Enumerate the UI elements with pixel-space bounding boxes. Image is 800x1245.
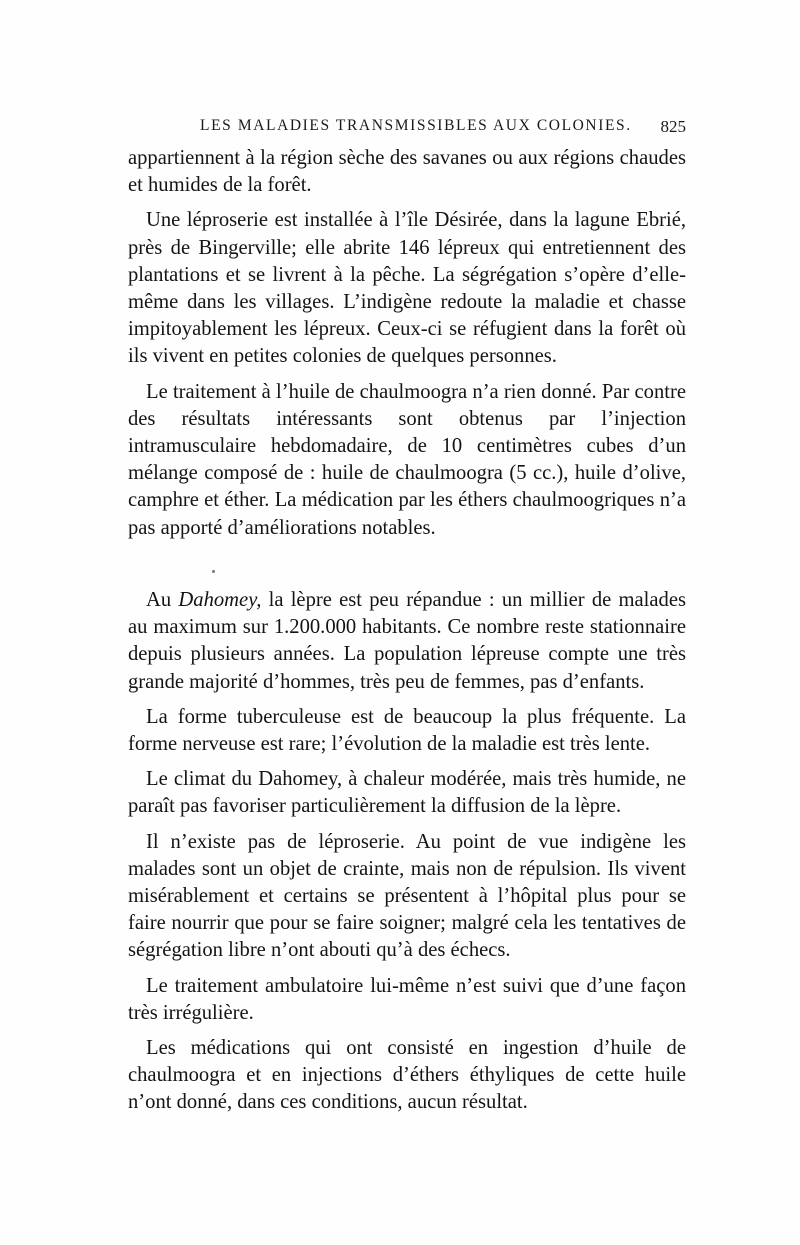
page-number: 825 (660, 117, 686, 136)
paragraph-forme: La forme tuberculeuse est de beaucoup la plus fréquente. La forme nerveuse est rare; l’évolution de la maladie est très lente. (128, 705, 686, 756)
paragraph-climat: Le climat du Dahomey, à chaleur modérée, mais très humide, ne paraît pas favoriser particulièrement la diffusion de la lèpre. (128, 768, 686, 818)
running-title: LES MALADIES TRANSMISSIBLES AUX COLONIES. (200, 117, 632, 134)
section-dahomey (128, 587, 686, 1125)
paragraph-leproserie: Une léproserie est installée à l’île Désirée, dans la lagune Ebrié, près de Bingerville; elle abrite 146 lépreux qui entretiennent des plantations et se livrent à la pêche. La ségrégation s’opère d’elle-même dans les villages. L’indigène redoute la maladie et chasse impitoyablement les lépreux. Ceux-ci se réfugient dans la forêt où ils vivent en petites colonies de quelques personnes. (128, 209, 686, 368)
paragraph-medications: Les médications qui ont consisté en ingestion d’huile de chaulmoogra et en injections d’éthers éthyliques de cette huile n’ont donné, dans ces conditions, aucun résultat. (128, 1037, 686, 1114)
country-name: Dahomey, (178, 589, 262, 611)
paragraph-ambulatoire: Le traitement ambulatoire lui-même n’est suivi que d’une façon très irrégulière. (128, 974, 686, 1024)
running-head (128, 117, 686, 141)
lead-prefix: Au (146, 589, 179, 611)
paragraph-continuation: appartiennent à la région sèche des savanes ou aux régions chaudes et humides de la forêt. (128, 147, 686, 197)
intro-text: la lèpre est peu répandue : un millier de malades au maximum sur 1.200.000 habitants. Ce nombre reste stationnaire depuis plusieurs années. La population lépreuse compte une très grande majorité d’hommes, très peu de femmes, pas d’enfants. (128, 589, 686, 693)
paragraph-traitement: Le traitement à l’huile de chaulmoogra n’a rien donné. Par contre des résultats intéressants sont obtenus par l’injection intramusculaire hebdomadaire, de 10 centimètres cubes d’un mélange composé de : huile de chaulmoogra (5 cc.), huile d’olive, camphre et éther. La médication par les éthers chaulmoogriques n’a pas apporté d’améliorations notables. (128, 380, 686, 539)
separator-mark (212, 570, 215, 573)
section-cote-ivoire (128, 145, 686, 550)
paragraph-dahomey-intro (128, 587, 686, 696)
paragraph-leproserie-dahomey: Il n’existe pas de léproserie. Au point de vue indigène les malades sont un objet de crainte, mais non de répulsion. Ils vivent misérablement et certains se présentent à l’hôpital plus pour se faire nourrir que pour se faire soigner; malgré cela les tentatives de ségrégation libre n’ont abouti qu’à des échecs. (128, 830, 686, 962)
